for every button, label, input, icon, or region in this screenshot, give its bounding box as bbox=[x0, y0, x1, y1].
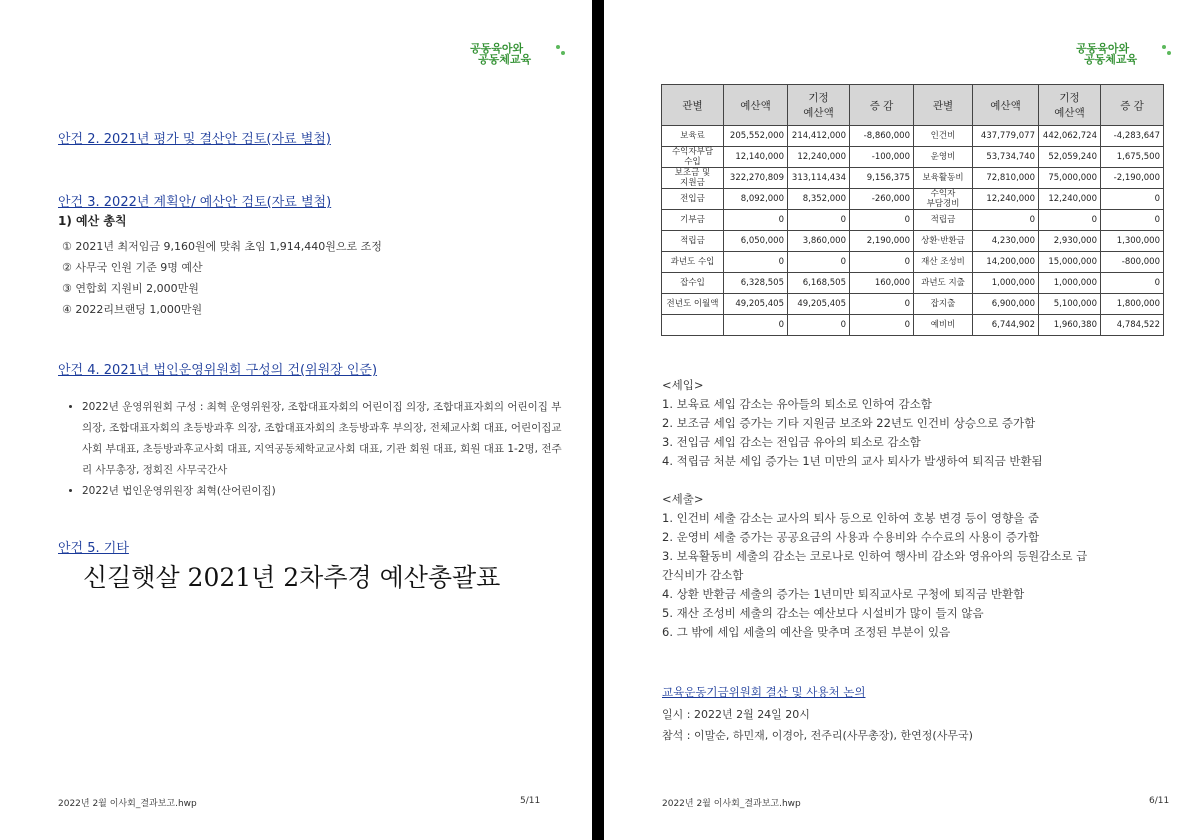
amount-cell: 75,000,000 bbox=[1039, 168, 1101, 189]
footer-page-number: 5/11 bbox=[520, 796, 541, 806]
amount-cell: 6,744,902 bbox=[973, 315, 1039, 336]
amount-cell: 214,412,000 bbox=[788, 126, 850, 147]
amount-cell: 0 bbox=[1101, 189, 1164, 210]
amount-cell: 15,000,000 bbox=[1039, 252, 1101, 273]
meeting-attendees: 참석 : 이말순, 하민재, 이경아, 전주리(사무총장), 한연정(사무국) bbox=[662, 729, 973, 742]
amount-cell: 1,960,380 bbox=[1039, 315, 1101, 336]
amount-cell: 205,552,000 bbox=[724, 126, 788, 147]
amount-cell: 313,114,434 bbox=[788, 168, 850, 189]
amount-cell: 160,000 bbox=[850, 273, 914, 294]
amount-cell: -800,000 bbox=[1101, 252, 1164, 273]
category-cell: 과년도 수입 bbox=[662, 252, 724, 273]
committee-bullet-list bbox=[62, 397, 567, 502]
table-header-cell: 기정 예산액 bbox=[1039, 85, 1101, 126]
list-item: • 2022년 운영위원회 구성 : 최혁 운영위원장, 조합대표자회의 어린이집 의장, 조합대표자회의 어린이집 부의장, 조합대표자회의 초등방과후 의장, 조합대표자회의 초등방과후 부의장, 전체교사회 대표, 어린이집교사회 부대표, 초등방과후교사회 대표, 지역공동체학교교사회 대표, 기관 회원 대표, 회원 대표 1-2명, 전주리 사무총장, 정회진 사무국간사 bbox=[82, 397, 567, 481]
table-row bbox=[662, 189, 1164, 210]
amount-cell: 1,800,000 bbox=[1101, 294, 1164, 315]
table-row bbox=[662, 315, 1164, 336]
amount-cell: 8,092,000 bbox=[724, 189, 788, 210]
amount-cell: 1,300,000 bbox=[1101, 231, 1164, 252]
category-cell: 인건비 bbox=[914, 126, 973, 147]
leaf-icon bbox=[556, 45, 560, 49]
logo-line2: 공동체교육 bbox=[478, 53, 532, 66]
amount-cell: -100,000 bbox=[850, 147, 914, 168]
category-cell: 보조금 및 지원금 bbox=[662, 168, 724, 189]
category-cell: 잡수입 bbox=[662, 273, 724, 294]
amount-cell: 442,062,724 bbox=[1039, 126, 1101, 147]
budget-general-heading: 1) 예산 총칙 bbox=[58, 214, 127, 228]
amount-cell: 12,240,000 bbox=[1039, 189, 1101, 210]
list-item: 3. 보육활동비 세출의 감소는 코로나로 인하여 행사비 감소와 영유아의 등원감소로 급 bbox=[662, 549, 1088, 563]
agenda-5-heading: 안건 5. 기타 bbox=[58, 541, 129, 556]
amount-cell: 12,140,000 bbox=[724, 147, 788, 168]
income-title: <세입> bbox=[662, 378, 704, 392]
category-cell: 적립금 bbox=[662, 231, 724, 252]
list-item: 1. 인건비 세출 감소는 교사의 퇴사 등으로 인하여 호봉 변경 등이 영향을 줌 bbox=[662, 511, 1039, 525]
list-item: 4. 상환 반환금 세출의 증가는 1년미만 퇴직교사로 구청에 퇴직금 반환함 bbox=[662, 587, 1025, 601]
brand-logo bbox=[470, 43, 531, 65]
amount-cell: -8,860,000 bbox=[850, 126, 914, 147]
table-row bbox=[662, 294, 1164, 315]
amount-cell: 437,779,077 bbox=[973, 126, 1039, 147]
table-header-cell: 관별 bbox=[914, 85, 973, 126]
amount-cell: 0 bbox=[973, 210, 1039, 231]
agenda-2-heading: 안건 2. 2021년 평가 및 결산안 검토(자료 별첨) bbox=[58, 132, 331, 147]
amount-cell: 0 bbox=[724, 315, 788, 336]
meeting-date: 일시 : 2022년 2월 24일 20시 bbox=[662, 708, 810, 721]
list-item: 간식비가 감소함 bbox=[662, 568, 744, 582]
amount-cell: 0 bbox=[850, 210, 914, 231]
amount-cell: 0 bbox=[1101, 273, 1164, 294]
category-cell: 재산 조성비 bbox=[914, 252, 973, 273]
list-item: ④ 2022리브랜딩 1,000만원 bbox=[62, 303, 203, 316]
category-cell: 보육활동비 bbox=[914, 168, 973, 189]
list-item: • 2022년 법인운영위원장 최혁(산어린이집) bbox=[82, 481, 567, 502]
document-page-right bbox=[604, 0, 1200, 840]
budget-summary-table bbox=[661, 84, 1164, 336]
category-cell: 과년도 지출 bbox=[914, 273, 973, 294]
amount-cell: -4,283,647 bbox=[1101, 126, 1164, 147]
amount-cell: 6,168,505 bbox=[788, 273, 850, 294]
table-header-row bbox=[662, 85, 1164, 126]
footer-filename: 2022년 2월 이사회_결과보고.hwp bbox=[662, 799, 801, 809]
amount-cell: 1,000,000 bbox=[1039, 273, 1101, 294]
table-row bbox=[662, 210, 1164, 231]
leaf-icon bbox=[1167, 51, 1171, 55]
amount-cell: 53,734,740 bbox=[973, 147, 1039, 168]
amount-cell: 14,200,000 bbox=[973, 252, 1039, 273]
category-cell: 적립금 bbox=[914, 210, 973, 231]
table-header-cell: 증 감 bbox=[1101, 85, 1164, 126]
table-row bbox=[662, 168, 1164, 189]
agenda-3-heading: 안건 3. 2022년 계획안/ 예산안 검토(자료 별첨) bbox=[58, 195, 332, 210]
amount-cell: 0 bbox=[850, 252, 914, 273]
amount-cell: 12,240,000 bbox=[973, 189, 1039, 210]
brand-logo bbox=[1076, 43, 1137, 65]
category-cell: 잡지출 bbox=[914, 294, 973, 315]
amount-cell: 2,190,000 bbox=[850, 231, 914, 252]
agenda-4-heading: 안건 4. 2021년 법인운영위원회 구성의 건(위원장 인준) bbox=[58, 363, 378, 378]
logo-line1: 공동육아와 bbox=[1076, 42, 1130, 55]
table-row bbox=[662, 231, 1164, 252]
list-item: ③ 연합회 지원비 2,000만원 bbox=[62, 282, 199, 295]
table-row bbox=[662, 252, 1164, 273]
amount-cell: 0 bbox=[724, 210, 788, 231]
logo-line2: 공동체교육 bbox=[1084, 53, 1138, 66]
list-item: 6. 그 밖에 세입 세출의 예산을 맞추며 조정된 부분이 있음 bbox=[662, 625, 951, 639]
amount-cell: 4,784,522 bbox=[1101, 315, 1164, 336]
income-notes bbox=[662, 376, 1167, 471]
amount-cell: -260,000 bbox=[850, 189, 914, 210]
amount-cell: 0 bbox=[724, 252, 788, 273]
table-header-cell: 기정 예산액 bbox=[788, 85, 850, 126]
category-cell: 전입금 bbox=[662, 189, 724, 210]
table-header-cell: 예산액 bbox=[724, 85, 788, 126]
logo-line1: 공동육아와 bbox=[470, 42, 524, 55]
amount-cell: 0 bbox=[850, 315, 914, 336]
amount-cell: 72,810,000 bbox=[973, 168, 1039, 189]
budget-items-list bbox=[62, 236, 382, 320]
table-header-cell: 예산액 bbox=[973, 85, 1039, 126]
budget-summary-title: 신길햇살 2021년 2차추경 예산총괄표 bbox=[83, 563, 501, 592]
list-item: 4. 적립금 처분 세입 증가는 1년 미만의 교사 퇴사가 발생하여 퇴직금 반환됨 bbox=[662, 454, 1043, 468]
expense-title: <세출> bbox=[662, 492, 704, 506]
category-cell: 전년도 이월액 bbox=[662, 294, 724, 315]
list-item: 2. 운영비 세출 증가는 공공요금의 사용과 수용비와 수수료의 사용이 증가함 bbox=[662, 530, 1040, 544]
amount-cell: 2,930,000 bbox=[1039, 231, 1101, 252]
amount-cell: 12,240,000 bbox=[788, 147, 850, 168]
table-row bbox=[662, 147, 1164, 168]
amount-cell: 5,100,000 bbox=[1039, 294, 1101, 315]
table-row bbox=[662, 273, 1164, 294]
list-item: 1. 보육료 세입 감소는 유아들의 퇴소로 인하여 감소함 bbox=[662, 397, 932, 411]
amount-cell: 8,352,000 bbox=[788, 189, 850, 210]
category-cell: 상환·반환금 bbox=[914, 231, 973, 252]
table-header-cell: 증 감 bbox=[850, 85, 914, 126]
amount-cell: 0 bbox=[788, 252, 850, 273]
amount-cell: -2,190,000 bbox=[1101, 168, 1164, 189]
list-item: 3. 전입금 세입 감소는 전입금 유아의 퇴소로 감소함 bbox=[662, 435, 921, 449]
amount-cell: 9,156,375 bbox=[850, 168, 914, 189]
amount-cell: 0 bbox=[850, 294, 914, 315]
list-item: 2. 보조금 세입 증가는 기타 지원금 보조와 22년도 인건비 상승으로 증가함 bbox=[662, 416, 1036, 430]
category-cell: 예비비 bbox=[914, 315, 973, 336]
list-item: 5. 재산 조성비 세출의 감소는 예산보다 시설비가 많이 들지 않음 bbox=[662, 606, 984, 620]
amount-cell: 6,050,000 bbox=[724, 231, 788, 252]
category-cell: 수익자부담 수입 bbox=[662, 147, 724, 168]
amount-cell: 1,675,500 bbox=[1101, 147, 1164, 168]
committee-heading: 교육운동기금위원회 결산 및 사용처 논의 bbox=[662, 685, 866, 699]
amount-cell: 49,205,405 bbox=[788, 294, 850, 315]
amount-cell: 0 bbox=[1039, 210, 1101, 231]
amount-cell: 322,270,809 bbox=[724, 168, 788, 189]
category-cell: 기부금 bbox=[662, 210, 724, 231]
table-row bbox=[662, 126, 1164, 147]
category-cell: 보육료 bbox=[662, 126, 724, 147]
document-page-left bbox=[0, 0, 592, 840]
list-item: ① 2021년 최저임금 9,160원에 맞춰 초임 1,914,440원으로 조정 bbox=[62, 240, 382, 253]
category-cell bbox=[662, 315, 724, 336]
amount-cell: 3,860,000 bbox=[788, 231, 850, 252]
amount-cell: 0 bbox=[788, 315, 850, 336]
amount-cell: 6,328,505 bbox=[724, 273, 788, 294]
amount-cell: 4,230,000 bbox=[973, 231, 1039, 252]
expense-notes bbox=[662, 490, 1167, 642]
amount-cell: 0 bbox=[1101, 210, 1164, 231]
category-cell: 운영비 bbox=[914, 147, 973, 168]
category-cell: 수익자 부담경비 bbox=[914, 189, 973, 210]
amount-cell: 49,205,405 bbox=[724, 294, 788, 315]
footer-page-number: 6/11 bbox=[1149, 796, 1170, 806]
list-item: ② 사무국 인원 기준 9명 예산 bbox=[62, 261, 203, 274]
amount-cell: 52,059,240 bbox=[1039, 147, 1101, 168]
amount-cell: 1,000,000 bbox=[973, 273, 1039, 294]
leaf-icon bbox=[561, 51, 565, 55]
amount-cell: 6,900,000 bbox=[973, 294, 1039, 315]
leaf-icon bbox=[1162, 45, 1166, 49]
table-header-cell: 관별 bbox=[662, 85, 724, 126]
amount-cell: 0 bbox=[788, 210, 850, 231]
footer-filename: 2022년 2월 이사회_결과보고.hwp bbox=[58, 799, 197, 809]
